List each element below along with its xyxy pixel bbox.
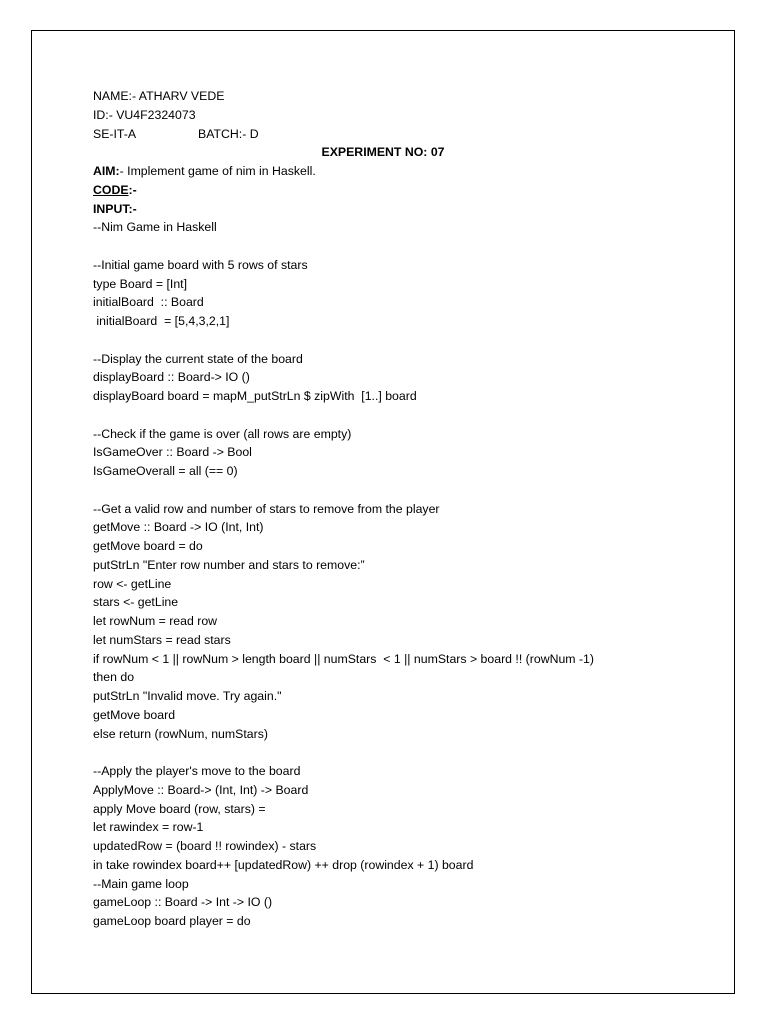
blank-line bbox=[93, 331, 693, 350]
code-line: type Board = [Int] bbox=[93, 276, 187, 291]
code-line: IsGameOverall = all (== 0) bbox=[93, 464, 238, 478]
code-line: initialBoard = [5,4,3,2,1] bbox=[93, 314, 230, 328]
input-heading: INPUT:- bbox=[93, 201, 137, 216]
experiment-title: EXPERIMENT NO: 07 bbox=[321, 145, 445, 160]
student-id: ID:- VU4F2324073 bbox=[93, 107, 196, 122]
code-line: in take rowindex board++ [updatedRow) ++ drop (rowindex + 1) board bbox=[93, 857, 474, 872]
code-line: if rowNum < 1 || rowNum > length board || numStars < 1 || numStars > board !! (rowNum -1) bbox=[93, 651, 594, 666]
code-line: let rawindex = row-1 bbox=[93, 820, 204, 835]
code-line: gameLoop board player = do bbox=[93, 914, 251, 928]
code-line: gameLoop :: Board -> Int -> IO () bbox=[93, 895, 273, 910]
code-heading bbox=[93, 181, 693, 200]
aim-line bbox=[93, 162, 693, 181]
code-line: --Main game loop bbox=[93, 876, 189, 891]
blank-line bbox=[93, 406, 693, 425]
code-line: else return (rowNum, numStars) bbox=[93, 726, 268, 741]
code-line: putStrLn "Invalid move. Try again." bbox=[93, 689, 282, 703]
document-body bbox=[93, 87, 693, 931]
code-line: then do bbox=[93, 670, 135, 685]
code-line: --Initial game board with 5 rows of stars bbox=[93, 257, 308, 272]
code-line: displayBoard :: Board-> IO () bbox=[93, 370, 250, 385]
code-line: --Nim Game in Haskell bbox=[93, 220, 217, 235]
aim-text: - Implement game of nim in Haskell. bbox=[119, 164, 316, 178]
code-block bbox=[93, 218, 693, 931]
code-line: getMove board = do bbox=[93, 539, 203, 553]
code-suffix: :- bbox=[128, 182, 137, 197]
student-name: NAME:- ATHARV VEDE bbox=[93, 89, 225, 103]
code-line: --Display the current state of the board bbox=[93, 351, 303, 366]
class-label: SE-IT-A bbox=[93, 126, 137, 141]
code-line: initialBoard :: Board bbox=[93, 295, 204, 310]
code-line: --Apply the player's move to the board bbox=[93, 764, 301, 778]
code-line: let rowNum = read row bbox=[93, 614, 218, 628]
code-line: --Check if the game is over (all rows are empty) bbox=[93, 426, 352, 441]
code-line: apply Move board (row, stars) = bbox=[93, 801, 266, 816]
code-line: let numStars = read stars bbox=[93, 632, 231, 647]
class-batch-line bbox=[93, 125, 693, 144]
blank-line bbox=[93, 481, 693, 500]
code-line: --Get a valid row and number of stars to remove from the player bbox=[93, 501, 440, 516]
code-line: getMove board bbox=[93, 707, 176, 722]
code-line: ApplyMove :: Board-> (Int, Int) -> Board bbox=[93, 782, 309, 797]
code-line: stars <- getLine bbox=[93, 595, 179, 610]
code-line: row <- getLine bbox=[93, 576, 172, 591]
code-label: CODE bbox=[93, 182, 129, 197]
code-line: getMove :: Board -> IO (Int, Int) bbox=[93, 520, 264, 535]
blank-line bbox=[93, 743, 693, 762]
code-line: IsGameOver :: Board -> Bool bbox=[93, 445, 252, 460]
code-line: putStrLn "Enter row number and stars to remove:” bbox=[93, 557, 365, 572]
aim-label: AIM: bbox=[93, 164, 120, 178]
blank-line bbox=[93, 237, 693, 256]
code-line: updatedRow = (board !! rowindex) - stars bbox=[93, 839, 317, 853]
code-line: displayBoard board = mapM_putStrLn $ zipWith [1..] board bbox=[93, 389, 417, 403]
batch-label: BATCH:- D bbox=[198, 126, 259, 141]
